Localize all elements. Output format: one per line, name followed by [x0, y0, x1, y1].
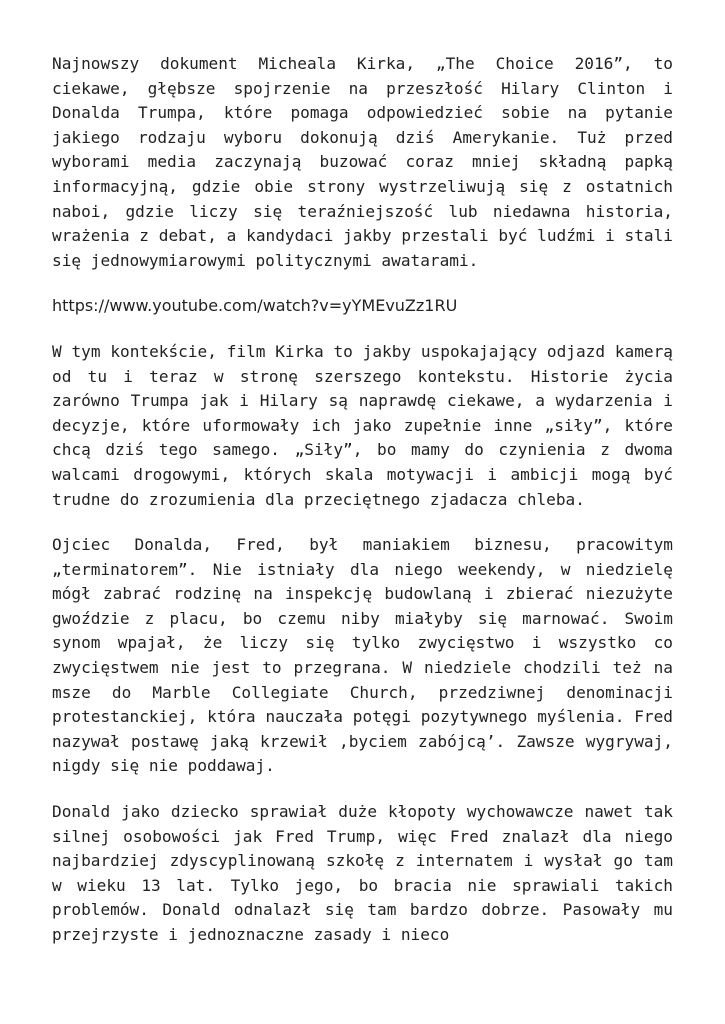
paragraph-context: W tym kontekście, film Kirka to jakby uspokajający odjazd kamerą od tu i teraz w stronę szerszego kontekstu. Historie życia zarówno Trumpa jak i Hilary są naprawdę ciekawe, a wydarzenia i decyzje, które uformowały ich jako zupełnie inne „siły”, które chcą dziś tego samego. „Siły”, bo mamy do czynienia z dwoma walcami drogowymi, których skala motywacji i ambicji mogą być trudne do zrozumienia dla przeciętnego zjadacza chleba.: [52, 341, 673, 509]
article-body: [52, 52, 673, 969]
paragraph-fred: Ojciec Donalda, Fred, był maniakiem biznesu, pracowitym „terminatorem”. Nie istniały dla niego weekendy, w niedzielę mógł zabrać rodzinę na inspekcję budowlaną i zbierać niezużyte gwoździe z placu, bo czemu niby miałyby się marnować. Swoim synom wpajał, że liczy się tylko zwycięstwo i wszystko co zwycięstwem nie jest to przegrana. W niedziele chodzili też na msze do Marble Collegiate Church, przedziwnej denominacji protestanckiej, która nauczała potęgi pozytywnego myślenia. Fred nazywał postawę jaką krzewił ‚byciem zabójcą’. Zawsze wygrywaj, nigdy się nie poddawaj.: [52, 535, 673, 776]
youtube-link[interactable]: https://www.youtube.com/watch?v=yYMEvuZz1RU: [52, 296, 458, 316]
paragraph-donald: Donald jako dziecko sprawiał duże kłopoty wychowawcze nawet tak silnej osobowości jak Fred Trump, więc Fred znalazł dla niego najbardziej zdyscyplinowaną szkołę z internatem i wysłał go tam w wieku 13 lat. Tylko jego, bo bracia nie sprawiali takich problemów. Donald odnalazł się tam bardzo dobrze. Pasowały mu przejrzyste i jednoznaczne zasady i nieco: [52, 802, 673, 944]
paragraph-intro: Najnowszy dokument Micheala Kirka, „The Choice 2016”, to ciekawe, głębsze spojrzenie na przeszłość Hilary Clinton i Donalda Trumpa, które pomaga odpowiedzieć sobie na pytanie jakiego rodzaju wyboru dokonują dziś Amerykanie. Tuż przed wyborami media zaczynają buzować coraz mniej składną papką informacyjną, gdzie obie strony wystrzeliwują się z ostatnich naboi, gdzie liczy się teraźniejszość lub niedawna historia, wrażenia z debat, a kandydaci jakby przestali być ludźmi i stali się jednowymiarowymi politycznymi awatarami.: [52, 54, 673, 270]
